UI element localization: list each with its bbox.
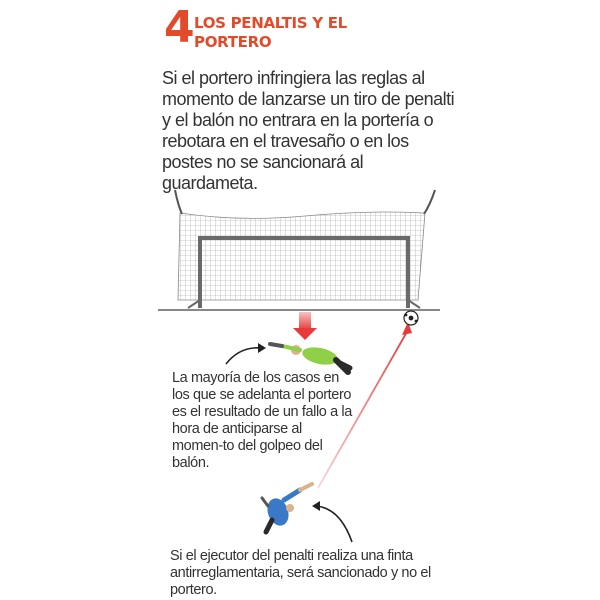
section-title: LOS PENALTIS Y EL PORTERO [194, 14, 347, 51]
section-number: 4 [164, 2, 195, 53]
kicker-figure [262, 484, 312, 532]
kicker-pointer-arrowhead-icon [312, 501, 320, 511]
intro-text: Si el portero infringiera las reglas al momento de lanzarse un tiro de penalti y el balón no entrara en la portería o rebotara en el travesaño o en los postes no se sancionará al guardameta. [162, 68, 455, 193]
goalkeeper-figure [270, 344, 350, 372]
keeper-pointer-arrow [226, 348, 262, 364]
keeper-pointer-arrowhead-icon [258, 343, 266, 353]
football-icon [404, 311, 418, 325]
kicker-note: Si el ejecutor del penalti realiza una finta antirreglamentaria, será sancionado y no el portero. [170, 548, 431, 598]
goalkeeper-note: La mayoría de los casos en los que se adelanta el portero es el resultado de un fallo a la hora de anticiparse al momen-to del golpeo del balón. [172, 370, 352, 471]
kicker-pointer-arrow [316, 506, 352, 542]
down-arrow-icon [293, 312, 317, 340]
goal-net [175, 190, 435, 300]
